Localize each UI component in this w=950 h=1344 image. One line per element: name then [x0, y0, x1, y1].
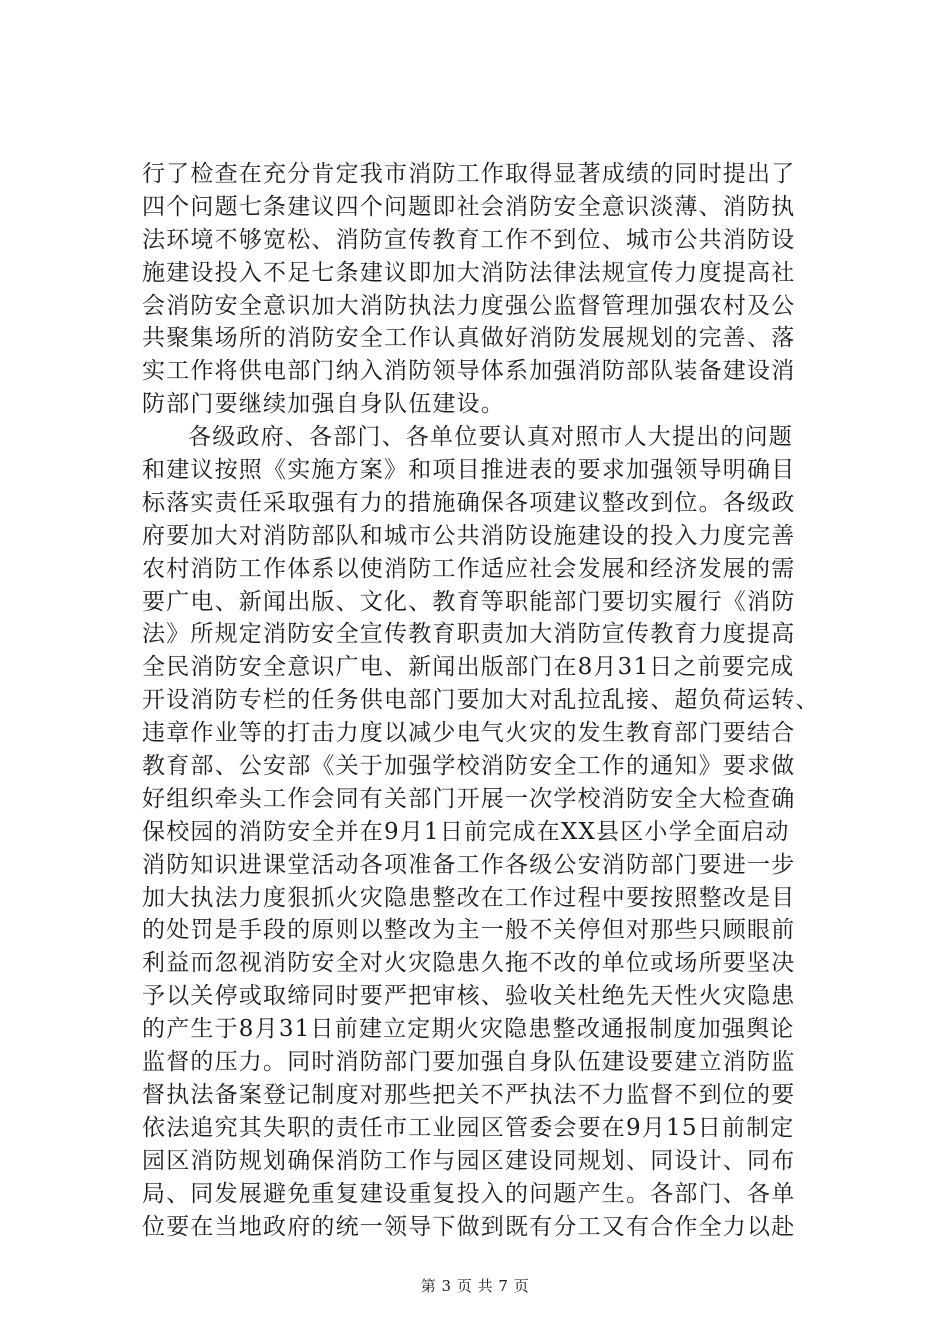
text-line: 位要在当地政府的统一领导下做到既有分工又有合作全力以赴 [142, 1213, 796, 1240]
paragraph-first-line: 各级政府、各部门、各单位要认真对照市人大提出的问题 [188, 424, 793, 451]
text-line: 全民消防安全意识广电、新闻出版部门在8月31日之前要完成 [142, 654, 795, 681]
page-number-footer: 第 3 页 共 7 页 [420, 1277, 530, 1295]
text-line: 督执法备案登记制度对那些把关不严执法不力监督不到位的要 [142, 1081, 796, 1108]
text-line: 加大执法力度狠抓火灾隐患整改在工作过程中要按照整改是目 [142, 884, 796, 911]
text-line: 的产生于8月31日前建立定期火灾隐患整改通报制度加强舆论 [142, 1016, 795, 1043]
text-line: 施建设投入不足七条建议即加大消防法律法规宣传力度提高社 [142, 259, 796, 286]
text-line: 监督的压力。同时消防部门要加强自身队伍建设要建立消防监 [142, 1049, 796, 1076]
text-line: 依法追究其失职的责任市工业园区管委会要在9月15日前制定 [142, 1114, 795, 1141]
text-line: 好组织牵头工作会同有关部门开展一次学校消防安全大检查确 [142, 785, 796, 812]
text-line: 的处罚是手段的原则以整改为主一般不关停但对那些只顾眼前 [142, 917, 796, 944]
text-line: 教育部、公安部《关于加强学校消防安全工作的通知》要求做 [142, 753, 796, 780]
text-line: 消防知识进课堂活动各项准备工作各级公安消防部门要进一步 [142, 851, 796, 878]
text-line: 利益而忽视消防安全对火灾隐患久拖不改的单位或场所要坚决 [142, 950, 796, 977]
text-line: 和建议按照《实施方案》和项目推进表的要求加强领导明确目 [142, 457, 796, 484]
text-line: 要广电、新闻出版、文化、教育等职能部门要切实履行《消防 [142, 588, 796, 615]
text-line: 防部门要继续加强自身队伍建设。 [142, 391, 505, 418]
text-line: 实工作将供电部门纳入消防领导体系加强消防部队装备建设消 [142, 358, 796, 385]
text-line: 违章作业等的打击力度以减少电气火灾的发生教育部门要结合 [142, 720, 796, 747]
text-line: 开设消防专栏的任务供电部门要加大对乱拉乱接、超负荷运转、 [142, 687, 820, 714]
text-line: 予以关停或取缔同时要严把审核、验收关杜绝先天性火灾隐患 [142, 983, 796, 1010]
text-line: 农村消防工作体系以使消防工作适应社会发展和经济发展的需 [142, 555, 796, 582]
text-line: 保校园的消防安全并在9月1日前完成在XX县区小学全面启动 [142, 818, 790, 845]
text-line: 四个问题七条建议四个问题即社会消防安全意识淡薄、消防执 [142, 193, 796, 220]
text-line: 标落实责任采取强有力的措施确保各项建议整改到位。各级政 [142, 489, 796, 516]
text-line: 府要加大对消防部队和城市公共消防设施建设的投入力度完善 [142, 522, 796, 549]
text-line: 法》所规定消防安全宣传教育职责加大消防宣传教育力度提高 [142, 621, 796, 648]
body-text [142, 158, 832, 1243]
text-line: 共聚集场所的消防安全工作认真做好消防发展规划的完善、落 [142, 325, 796, 352]
text-line: 局、同发展避免重复建设重复投入的问题产生。各部门、各单 [142, 1180, 796, 1207]
text-line: 会消防安全意识加大消防执法力度强公监督管理加强农村及公 [142, 292, 796, 319]
text-line: 园区消防规划确保消防工作与园区建设同规划、同设计、同布 [142, 1147, 796, 1174]
text-line: 法环境不够宽松、消防宣传教育工作不到位、城市公共消防设 [142, 226, 796, 253]
text-line: 行了检查在充分肯定我市消防工作取得显著成绩的同时提出了 [142, 161, 796, 187]
